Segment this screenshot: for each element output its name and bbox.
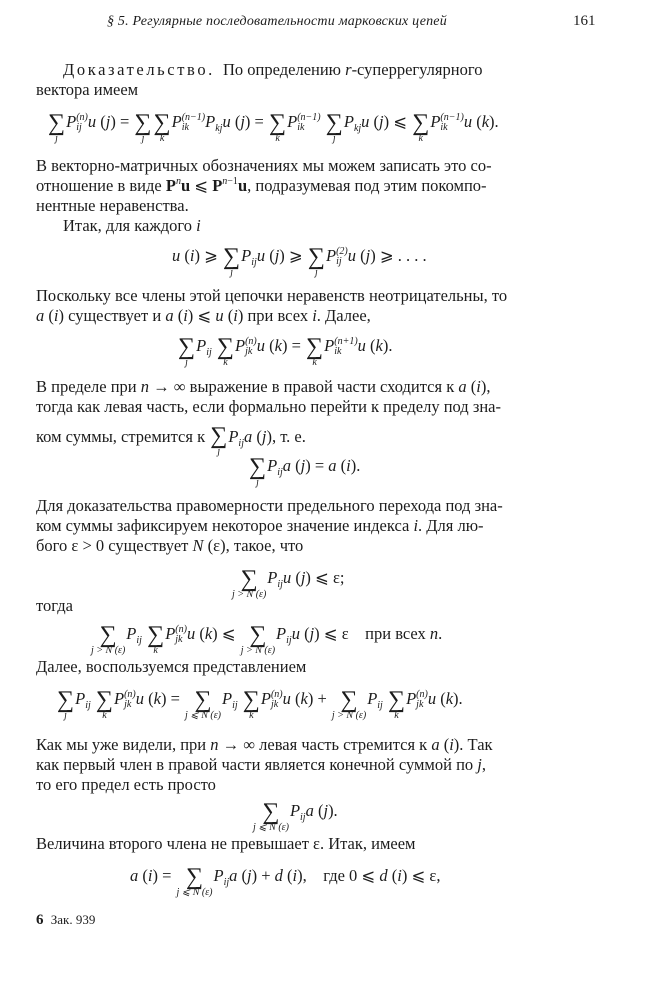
text: , такое, что xyxy=(225,536,304,555)
equation-4: ∑ j $P_{ij}a$ (j) = a (i). xyxy=(249,454,361,488)
text-line: a (i) существует и a (i) ⩽ u (i) при всех i. Далее, xyxy=(36,306,371,325)
var-i: i xyxy=(196,216,201,235)
text: левая часть стремится к xyxy=(255,735,432,754)
text-line: ком суммы, стремится к ∑ j $P_{ij}a$ (j), т. е. xyxy=(36,423,306,457)
text-line xyxy=(63,216,201,236)
text: По определению xyxy=(223,60,346,79)
text-line: В пределе при n → ∞ выражение в правой части сходится к a (i), xyxy=(36,377,491,396)
equation-2: u (i) ⩾ ∑ j $P_{ij}u$ (j) ⩾ ∑ j P (2) ij u (j) ⩾ . . . . xyxy=(172,244,427,278)
signature-number: 6 xyxy=(36,912,44,928)
text-line: тогда как левая часть, если формально перейти к пределу под зна- xyxy=(36,397,501,416)
text: Итак, для каждого xyxy=(63,216,197,235)
text-line: Далее, воспользуемся представлением xyxy=(36,657,307,676)
text: Как мы уже видели, при xyxy=(36,735,211,754)
text: отношение в виде xyxy=(36,176,166,195)
text: ком суммы, стремится к xyxy=(36,426,210,446)
text-line: Поскольку все члены этой цепочки неравенств неотрицательны, то xyxy=(36,286,508,305)
text: -суперрегулярного xyxy=(351,60,483,79)
var-i: i xyxy=(312,306,317,325)
text: . Так xyxy=(459,735,493,754)
equation-1: ∑ j P (n) ij u (j) = ∑ j ∑ k P (n−1) ik $P_{kj}u$ (j) = ∑ k P (n−1) ik ∑ j $P_{kj}u$ (j) ⩽ ∑ k P (n−1) ik u (k). xyxy=(48,110,499,144)
text: , подразумевая под этим покомпо- xyxy=(247,176,487,195)
equation-3: ∑ j $P_{ij}$ ∑ k P (n) jk u (k) = ∑ k P (n+1) ik u (k). xyxy=(178,334,393,368)
equation-9: a (i) = ∑ j ⩽ N (ε) $P_{ij}a$ (j) + d (i), где 0 ⩽ d (i) ⩽ ε, xyxy=(130,864,441,898)
text: . Для лю- xyxy=(418,516,484,535)
proof-heading: Доказательство. xyxy=(63,60,215,79)
text-line: тогда xyxy=(36,596,73,615)
text-line: Величина второго члена не превышает ε. Итак, имеем xyxy=(36,834,416,853)
order-number: Зак. 939 xyxy=(50,912,96,927)
equation-5: ∑ j > N (ε) $P_{ij}u$ (j) ⩽ ε; xyxy=(232,566,345,600)
text-line: ком суммы зафиксируем некоторое значение индекса i. Для лю- xyxy=(36,516,484,535)
text-line: вектора имеем xyxy=(36,80,139,99)
text: при всех xyxy=(243,306,313,325)
text: выражение в правой части сходится к xyxy=(185,377,459,396)
text-line: отношение в виде $P^nu$ ⩽ $P^{n-1}u$, подразумевая под этим покомпо- xyxy=(36,176,487,195)
equation-6: ∑ j > N (ε) $P_{ij}$ ∑ k P (n) jk u (k) ⩽ ∑ j > N (ε) $P_{ij}u$ (j) ⩽ ε при всех n. xyxy=(91,622,443,656)
text-line: Для доказательства правомерности предельного перехода под зна- xyxy=(36,496,503,515)
text-line: Как мы уже видели, при n → ∞ левая часть стремится к a (i). Так xyxy=(36,735,493,754)
text-line: бого ε > 0 существует N (ε), такое, что xyxy=(36,536,304,555)
text: где xyxy=(323,865,345,885)
text: при всех xyxy=(365,623,426,643)
text: существует xyxy=(104,536,193,555)
text: существует и xyxy=(63,306,166,325)
page-number: 161 xyxy=(573,13,596,29)
text: . Далее, xyxy=(316,306,371,325)
text: ком суммы зафиксируем некоторое значение индекса xyxy=(36,516,414,535)
running-title: § 5. Регулярные последовательности марковских цепей xyxy=(107,14,447,29)
text-line: нентные неравенства. xyxy=(36,196,189,215)
text-line: как первый член в правой части является конечной суммой по j, xyxy=(36,755,487,774)
text: В пределе при xyxy=(36,377,141,396)
text-line: то его предел есть просто xyxy=(36,775,216,794)
equation-8: ∑ j ⩽ N (ε) $P_{ij}a$ (j). xyxy=(253,799,338,833)
equation-7: ∑ j $P_{ij}$ ∑ k P (n) jk u (k) = ∑ j ⩽ N (ε) $P_{ij}$ ∑ k P (n) jk u (k) + ∑ j > N (ε) $P_{ij}$ ∑ k P (n) jk u (k). xyxy=(57,687,463,721)
var-r: r xyxy=(345,60,352,79)
printer-signature xyxy=(36,912,95,929)
text: бого xyxy=(36,536,72,555)
text: , т. е. xyxy=(271,426,306,446)
proof-intro-line xyxy=(63,60,482,80)
text: как первый член в правой части является конечной суммой по xyxy=(36,755,478,774)
text-line: В векторно-матричных обозначениях мы можем записать это со- xyxy=(36,156,492,175)
